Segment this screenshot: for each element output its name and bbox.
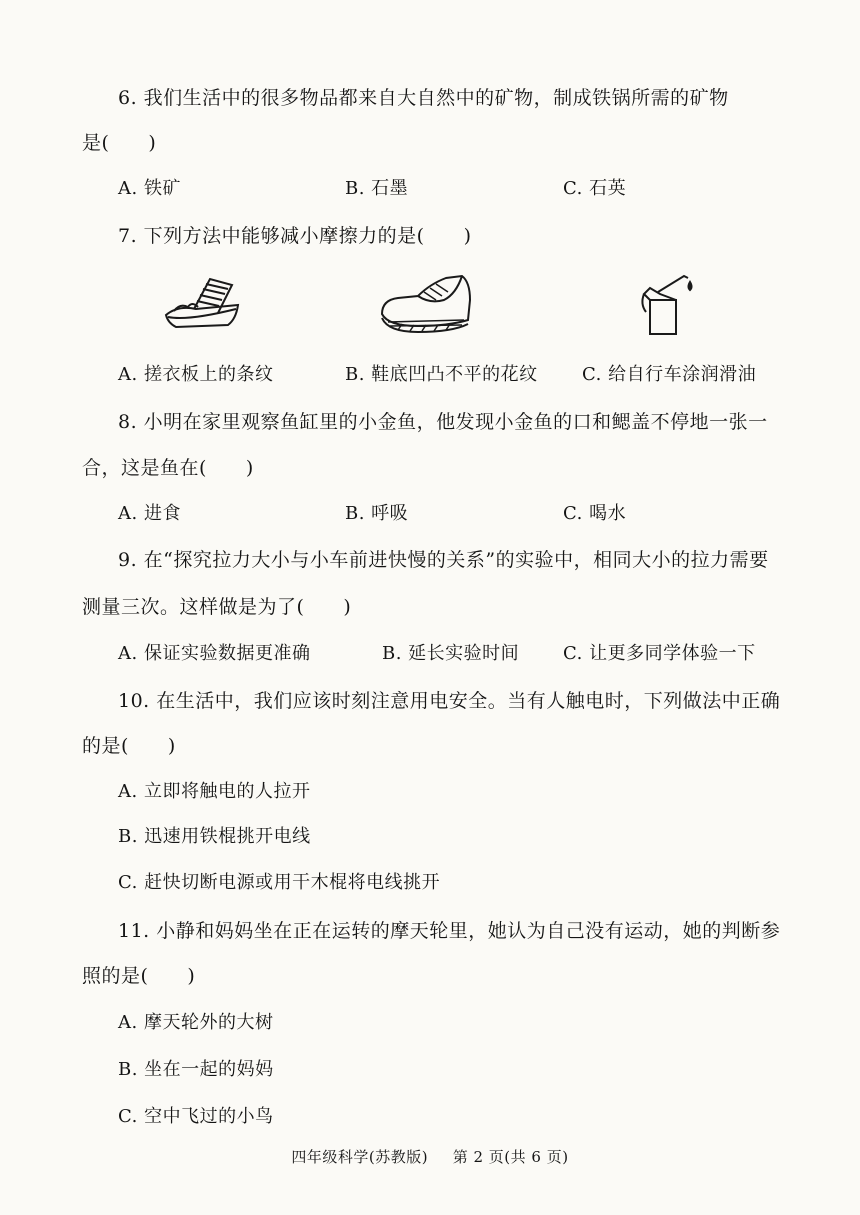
question-6-option-a: A. 铁矿	[118, 178, 181, 199]
question-9-option-c: C. 让更多同学体验一下	[563, 643, 756, 664]
question-8-option-a: A. 进食	[118, 503, 181, 524]
washboard-icon	[158, 275, 248, 337]
question-11-option-a: A. 摩天轮外的大树	[118, 1012, 274, 1033]
question-7-option-a: A. 搓衣板上的条纹	[118, 364, 274, 385]
question-6-line1: 6. 我们生活中的很多物品都来自大自然中的矿物，制成铁锅所需的矿物	[118, 87, 729, 109]
shoe-icon	[378, 270, 474, 338]
question-10-option-a: A. 立即将触电的人拉开	[118, 781, 311, 802]
question-6-option-c: C. 石英	[563, 178, 627, 199]
question-7-option-c: C. 给自行车涂润滑油	[582, 364, 757, 385]
question-8-line1: 8. 小明在家里观察鱼缸里的小金鱼，他发现小金鱼的口和鳃盖不停地一张一	[118, 411, 768, 433]
page-footer	[0, 1146, 860, 1167]
question-8-line2: 合，这是鱼在( )	[82, 457, 254, 479]
question-9-option-b: B. 延长实验时间	[382, 643, 520, 664]
question-9-line2: 测量三次。这样做是为了( )	[82, 596, 352, 618]
question-8-option-b: B. 呼吸	[345, 503, 409, 524]
question-11-option-b: B. 坐在一起的妈妈	[118, 1059, 274, 1080]
footer-page-number: 第 2 页(共 6 页)	[452, 1148, 569, 1166]
question-11-option-c: C. 空中飞过的小鸟	[118, 1106, 274, 1127]
question-11-line2: 照的是( )	[82, 965, 196, 987]
question-11-line1: 11. 小静和妈妈坐在正在运转的摩天轮里，她认为自己没有运动，她的判断参	[118, 920, 781, 942]
question-7-line1: 7. 下列方法中能够减小摩擦力的是( )	[118, 225, 472, 247]
question-9-line1: 9. 在“探究拉力大小与小车前进快慢的关系”的实验中，相同大小的拉力需要	[118, 549, 769, 571]
oil-can-icon	[636, 268, 696, 338]
question-6-option-b: B. 石墨	[345, 178, 409, 199]
question-10-line2: 的是( )	[82, 735, 176, 757]
question-10-option-b: B. 迅速用铁棍挑开电线	[118, 826, 311, 847]
question-8-option-c: C. 喝水	[563, 503, 627, 524]
question-6-line2: 是( )	[82, 132, 157, 154]
question-9-option-a: A. 保证实验数据更准确	[118, 643, 311, 664]
question-10-line1: 10. 在生活中，我们应该时刻注意用电安全。当有人触电时，下列做法中正确	[118, 690, 781, 712]
footer-subject: 四年级科学(苏教版)	[291, 1148, 429, 1166]
question-7-option-b: B. 鞋底凹凸不平的花纹	[345, 364, 538, 385]
question-10-option-c: C. 赶快切断电源或用干木棍将电线挑开	[118, 872, 441, 893]
